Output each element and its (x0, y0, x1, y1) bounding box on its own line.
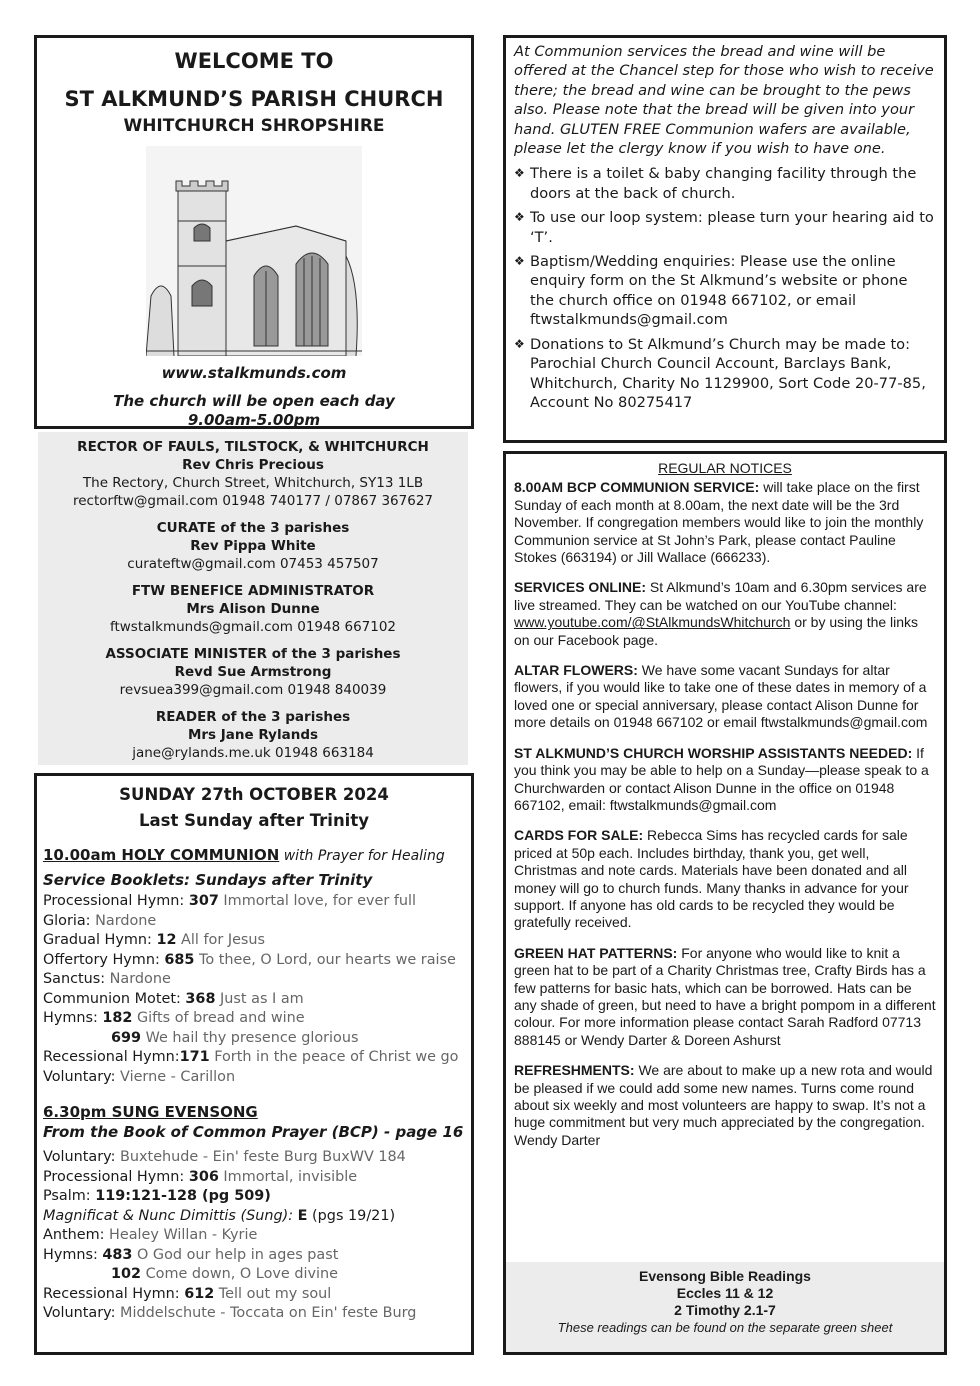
item-text: Nardone (95, 912, 157, 929)
item-label: Recessional Hymn: (43, 1049, 180, 1065)
notice-heading: ALTAR FLOWERS: (514, 662, 638, 679)
item-number: 483 (102, 1246, 133, 1263)
item-label: Processional Hymn: (43, 893, 189, 909)
notice-heading: GREEN HAT PATTERNS: (514, 944, 678, 961)
item-label: Recessional Hymn: (43, 1285, 185, 1302)
service-title: Last Sunday after Trinity (139, 811, 369, 830)
item-text: Gifts of bread and wine (132, 1010, 305, 1026)
item-number: 306 (188, 1168, 219, 1185)
item-number: 699 (111, 1029, 142, 1046)
bullet-diamond-icon: ❖ (514, 210, 525, 225)
sunday-services-box (34, 773, 474, 1355)
item-label: Processional Hymn: (43, 1168, 189, 1185)
clergy-role: READER of the 3 parishes (155, 709, 351, 725)
service-item (43, 1187, 465, 1207)
morning-order-list (43, 892, 465, 1087)
item-text: Buxtehude - Ein' feste Burg BuxWV 184 (120, 1149, 406, 1165)
evening-sub: From the Book of Common Prayer (BCP) - page 16 (43, 1122, 464, 1141)
item-text: Just as I am (215, 990, 304, 1007)
notice-body: will take place on the first Sunday of each month at 8.00am, the next date will be the 3rd November. If congregation members would like to join the monthly Communion service at St John’s Park, please contact Pauline Stokes (663194) or Jill Wallace (666233). (514, 479, 924, 566)
clergy-contact-line: curateftw@gmail.com 07453 457507 (127, 556, 379, 572)
service-date: SUNDAY 27th OCTOBER 2024 (119, 785, 389, 804)
item-text: (pgs 19/21) (307, 1207, 396, 1224)
opening-times-line2: 9.00am-5.00pm (187, 411, 321, 429)
item-number: 102 (111, 1266, 142, 1282)
clergy-entry (38, 582, 468, 636)
service-item (43, 1009, 465, 1029)
service-item (43, 931, 465, 951)
info-bullet (514, 335, 936, 413)
service-item (43, 1226, 465, 1246)
notice-list (514, 479, 936, 1149)
notice-body: For anyone who would like to knit a green hat to be part of a Charity Christmas tree, Crafty Birds has a few patterns for basic hats, which can be borrowed. Hats can be any shade of green, but need to have a bright pompom in a different colour. For more information please contact Sarah Radford 07713 888145 or Wendy Darter & Doreen Ashurst (514, 944, 936, 1048)
communion-info-box (503, 35, 947, 443)
service-item (43, 1246, 465, 1266)
service-item (43, 990, 465, 1010)
item-number: E (297, 1207, 308, 1224)
item-label: Hymns: (43, 1246, 103, 1263)
item-label: Voluntary: (43, 1305, 121, 1321)
reading-1: Eccles 11 & 12 (676, 1285, 774, 1301)
service-item (43, 912, 465, 932)
clergy-name: Rev Chris Precious (182, 457, 324, 473)
bullet-text: Baptism/Wedding enquiries: Please use the online enquiry form on the St Alkmund’s website or phone the church office on 01948 667102, or email ftwstalkmunds@gmail.com (530, 253, 908, 329)
item-number: 612 (184, 1285, 215, 1302)
website-link[interactable]: www.stalkmunds.com (161, 364, 347, 382)
service-item (43, 1304, 465, 1324)
notice-item (514, 745, 936, 815)
bullet-diamond-icon: ❖ (514, 166, 525, 181)
evening-heading: 6.30pm SUNG EVENSONG (43, 1103, 258, 1121)
church-sketch-image (146, 146, 362, 356)
item-text: To thee, O Lord, our hearts we raise (194, 951, 456, 968)
clergy-contact-line: revsuea399@gmail.com 01948 840039 (119, 682, 387, 698)
item-number: 12 (156, 932, 177, 948)
opening-times-line1: The church will be open each day (113, 392, 395, 410)
clergy-role: ASSOCIATE MINISTER of the 3 parishes (105, 646, 401, 662)
readings-title: Evensong Bible Readings (639, 1268, 811, 1284)
morning-booklets: Service Booklets: Sundays after Trinity (43, 870, 373, 889)
notice-item (514, 945, 936, 1049)
evening-order-list (43, 1148, 465, 1324)
service-item (43, 951, 465, 971)
item-label: Offertory Hymn: (43, 951, 165, 968)
item-label: Voluntary: (43, 1149, 121, 1165)
clergy-role: FTW BENEFICE ADMINISTRATOR (131, 583, 375, 599)
item-label: Voluntary: (43, 1068, 121, 1085)
service-item (43, 892, 465, 912)
morning-heading: 10.00am HOLY COMMUNION with Prayer for Healing (43, 846, 445, 864)
clergy-role: CURATE of the 3 parishes (156, 520, 350, 536)
info-bullet (514, 252, 936, 330)
service-item (43, 970, 465, 990)
item-number: 307 (188, 893, 219, 909)
item-text: Come down, O Love divine (141, 1266, 338, 1282)
bullet-diamond-icon: ❖ (514, 336, 525, 351)
item-label: Hymns: (43, 1010, 103, 1026)
service-item (43, 1068, 465, 1088)
notice-heading: SERVICES ONLINE: (514, 579, 646, 596)
item-text: Middelschute - Toccata on Ein' feste Burg (120, 1305, 417, 1321)
clergy-name: Mrs Jane Rylands (187, 727, 319, 743)
item-text: Vierne - Carillon (120, 1068, 236, 1085)
notice-item (514, 579, 936, 649)
welcome-box (34, 35, 474, 429)
clergy-contact-line: jane@rylands.me.uk 01948 663184 (132, 745, 374, 761)
item-label: Magnificat & Nunc Dimittis (Sung): (43, 1207, 298, 1224)
item-text: Nardone (109, 971, 171, 987)
item-text: Immortal, invisible (218, 1168, 358, 1185)
clergy-contact-line: ftwstalkmunds@gmail.com 01948 667102 (109, 619, 397, 635)
welcome-line1: WELCOME TO (174, 49, 334, 73)
item-text: Tell out my soul (214, 1285, 332, 1302)
regular-notices-box (503, 451, 947, 1355)
info-bullet (514, 164, 936, 203)
bullet-text: There is a toilet & baby changing facility through the doors at the back of church. (530, 165, 917, 202)
clergy-name: Revd Sue Armstrong (174, 664, 332, 680)
item-text: Immortal love, for ever full (218, 893, 417, 909)
readings-note: These readings can be found on the separate green sheet (557, 1320, 893, 1335)
service-item (43, 1168, 465, 1188)
communion-intro: At Communion services the bread and wine will be offered at the Chancel step for those who wish to receive there; the bread and wine can be brought to the pews also. Please note that the bread will be given into your hand. GLUTEN FREE Communion wafers are available, please let the clergy know if you wish to have one. (514, 43, 934, 158)
youtube-link[interactable]: www.youtube.com/@StAlkmundsWhitchurch (514, 614, 791, 631)
bible-readings (506, 1262, 944, 1352)
notice-heading: CARDS FOR SALE: (514, 827, 644, 844)
service-item (43, 1285, 465, 1305)
notice-body: St Alkmund’s 10am and 6.30pm services are live streamed. They can be watched on our YouTube channel: (514, 579, 927, 613)
bullet-text: Donations to St Alkmund’s Church may be made to: Parochial Church Council Account, Barclays Bank, Whitchurch, Charity No 1129900, Sort Code 20-77-85, Account No 80275417 (530, 335, 926, 411)
notice-body: We have some vacant Sundays for altar flowers, if you would like to take one of these dates in memory of a loved one or special anniversary, please contact Alison Dunne for more details on 01948 667102 or email ftwstalkmunds@gmail.com (514, 662, 928, 731)
service-item (43, 1029, 465, 1049)
reading-2: 2 Timothy 2.1-7 (674, 1302, 776, 1318)
notice-body: Rebecca Sims has recycled cards for sale priced at 50p each. Includes birthday, thank you, get well, Christmas and note cards. Materials have been donated and all money will go to church funds. Many thanks in advance for your support. If anyone has old cards to be recycled they would be gratefully received. (514, 827, 909, 931)
item-label: Gloria: (43, 912, 96, 929)
church-location: WHITCHURCH SHROPSHIRE (123, 116, 385, 136)
clergy-entry (38, 438, 468, 510)
notice-item (514, 827, 936, 931)
notice-item (514, 1062, 936, 1149)
clergy-name: Rev Pippa White (190, 538, 316, 554)
item-text: O God our help in ages past (132, 1246, 339, 1263)
notice-body: We are about to make up a new rota and would be pleased if we could add some new names. Turns come round about six weekly and most volunteers are happy to swap. It’s not a huge commitment but very much appreciated by the congregation. Wendy Darter (514, 1062, 933, 1148)
notice-body-after: or by using the links on our Facebook page. (514, 614, 919, 648)
clergy-entry (38, 519, 468, 573)
item-text: Forth in the peace of Christ we go (209, 1049, 459, 1065)
clergy-contacts (38, 432, 468, 765)
item-label: Gradual Hymn: (43, 932, 157, 948)
item-text: All for Jesus (176, 932, 266, 948)
service-item (43, 1207, 465, 1227)
bullet-text: To use our loop system: please turn your hearing aid to ‘T’. (530, 209, 934, 246)
item-text: We hail thy presence glorious (141, 1029, 359, 1046)
item-number: 685 (164, 951, 195, 968)
church-name: ST ALKMUND’S PARISH CHURCH (64, 87, 444, 111)
notice-heading: 8.00AM BCP COMMUNION SERVICE: (514, 479, 760, 496)
item-label: Sanctus: (43, 971, 110, 987)
item-label: Psalm: (43, 1188, 96, 1204)
item-label: Anthem: (43, 1227, 110, 1243)
info-bullet (514, 208, 936, 247)
clergy-role: RECTOR OF FAULS, TILSTOCK, & WHITCHURCH (77, 439, 429, 455)
notice-item (514, 479, 936, 566)
clergy-name: Mrs Alison Dunne (186, 601, 320, 617)
notice-body: If you think you may be able to help on a Sunday—please speak to a Churchwarden or contact Alison Dunne in the office on 01948 667102, email: ftwstalkmunds@gmail.com (514, 744, 929, 813)
item-number: 119:121-128 (pg 509) (95, 1188, 271, 1204)
clergy-contact-line: The Rectory, Church Street, Whitchurch, SY13 1LB (82, 475, 424, 491)
notice-heading: ST ALKMUND’S CHURCH WORSHIP ASSISTANTS NEEDED: (514, 744, 913, 761)
item-number: 171 (179, 1049, 210, 1065)
notice-item (514, 662, 936, 732)
service-item (43, 1265, 465, 1285)
item-number: 368 (185, 990, 216, 1007)
notices-title: REGULAR NOTICES (658, 460, 792, 476)
clergy-entry (38, 645, 468, 699)
item-text: Healey Willan - Kyrie (109, 1227, 258, 1243)
clergy-contact-line: rectorftw@gmail.com 01948 740177 / 07867 367627 (72, 493, 434, 509)
service-item (43, 1148, 465, 1168)
item-number: 182 (102, 1010, 133, 1026)
service-item (43, 1048, 465, 1068)
info-bullets (514, 164, 936, 412)
clergy-entry (38, 708, 468, 762)
notice-heading: REFRESHMENTS: (514, 1062, 635, 1079)
item-label: Communion Motet: (43, 990, 186, 1007)
bullet-diamond-icon: ❖ (514, 254, 525, 269)
